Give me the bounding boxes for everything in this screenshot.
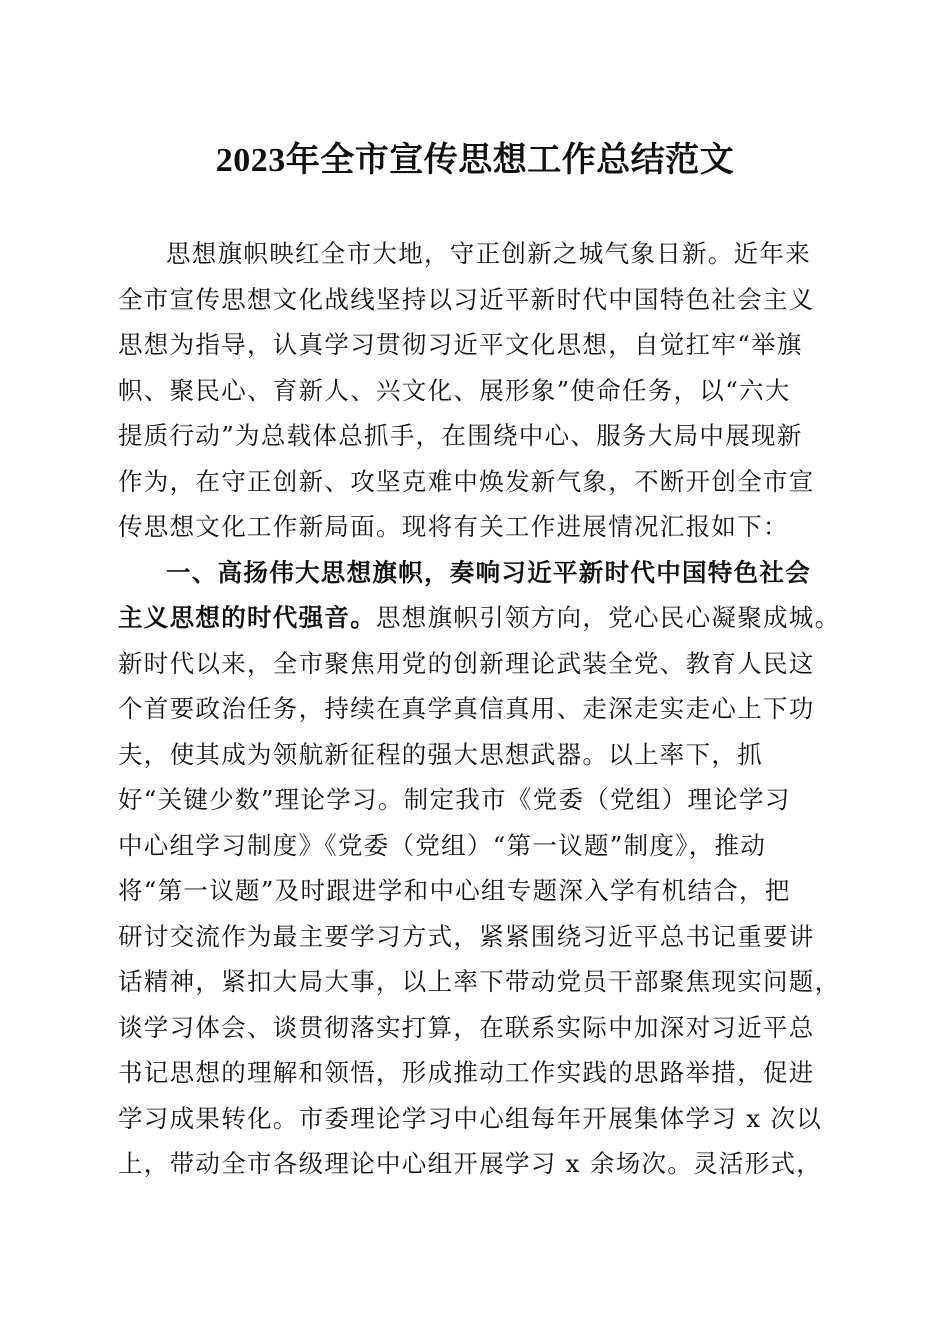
text-line [118,1141,838,1187]
text-line [118,368,838,414]
text-line [118,231,838,277]
text-line [118,595,841,641]
body-text: 思想旗帜映红全市大地，守正创新之城气象日新。近年来 [166,239,811,268]
body-text: 话精神，紧扣大局大事，以上率下带动党员干部聚焦现实问题， [118,967,841,996]
body-text: 传思想文化工作新局面。现将有关工作进展情况汇报如下： [118,512,789,541]
text-line [118,777,838,823]
document-title: 2023年全市宣传思想工作总结范文 [215,142,735,179]
body-text: 提质行动”为总载体总抓手，在围绕中心、服务大局中展现新 [118,421,803,450]
body-text: 谈学习体会、谈贯彻落实打算，在联系实际中加深对习近平总 [118,1012,815,1042]
body-text: 研讨交流作为最主要学习方式，紧紧围绕习近平总书记重要讲 [118,921,815,951]
body-text: 新时代以来，全市聚焦用党的创新理论武装全党、教育人民这 [118,648,815,678]
text-line [118,459,838,505]
text-line [118,959,841,1005]
bold-heading-text: 主义思想的时代强音。 [118,603,376,632]
text-line [118,504,838,550]
text-line [118,868,838,914]
body-text: 将“第一议题”及时跟进学和中心组专题深入学有机结合，把 [118,876,791,905]
body-text: 帜、聚民心、育新人、兴文化、展形象”使命任务，以“六大 [118,375,791,405]
text-line [118,1050,838,1096]
text-line [118,1005,838,1051]
body-text: 作为，在守正创新、攻坚克难中焕发新气象，不断开创全市宣 [118,466,815,496]
text-line [118,732,838,778]
text-line [118,641,838,687]
body-text: 思想为指导，认真学习贯彻习近平文化思想，自觉扛牢“举旗 [118,330,803,359]
text-line [118,550,838,596]
text-line [118,413,838,459]
body-text: 全市宣传思想文化战线坚持以习近平新时代中国特色社会主义 [118,284,815,314]
body-text: 学习成果转化。市委理论学习中心组每年开展集体学习 x 次以 [118,1103,823,1133]
document-body [118,231,841,1187]
text-line [118,322,838,368]
body-text: 个首要政治任务，持续在真学真信真用、走深走实走心上下功 [118,694,815,723]
body-text: 中心组学习制度》《党委（党组）“第一议题”制度》，推动 [118,830,767,860]
text-line [118,686,838,732]
body-text: 思想旗帜引领方向，党心民心凝聚成城。 [376,603,841,632]
body-text: 书记思想的理解和领悟，形成推动工作实践的思路举措，促进 [118,1058,815,1087]
body-text: 好“关键少数”理论学习。制定我市《党委（党组）理论学习 [118,785,791,814]
text-line [118,914,838,960]
text-line [118,1096,838,1142]
bold-heading-text: 一、高扬伟大思想旗帜，奏响习近平新时代中国特色社会 [166,557,811,587]
body-text: 上，带动全市各级理论中心组开展学习 x 余场次。灵活形式， [118,1149,823,1178]
body-text: 夫，使其成为领航新征程的强大思想武器。以上率下，抓 [118,739,763,769]
text-line [118,277,838,323]
text-line [118,823,838,869]
